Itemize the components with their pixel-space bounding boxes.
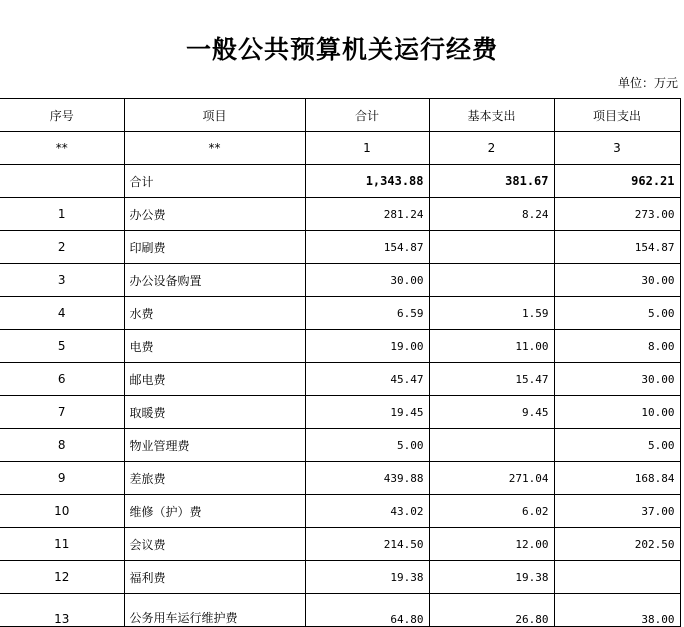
table-row — [0, 264, 680, 297]
basic-cell: 19.38 — [429, 561, 554, 594]
table-row — [0, 429, 680, 462]
table-row — [0, 363, 680, 396]
basic-cell: 8.24 — [429, 198, 554, 231]
total-cell: 439.88 — [305, 462, 429, 495]
total-seq — [0, 165, 124, 198]
table-row — [0, 561, 680, 594]
seq-cell: 8 — [0, 429, 124, 462]
project-cell: 38.00 — [554, 594, 680, 627]
code-row — [0, 132, 680, 165]
project-cell: 202.50 — [554, 528, 680, 561]
project-cell: 8.00 — [554, 330, 680, 363]
item-cell: 会议费 — [124, 528, 305, 561]
total-cell: 43.02 — [305, 495, 429, 528]
header-seq: 序号 — [0, 99, 124, 132]
total-cell: 19.38 — [305, 561, 429, 594]
total-cell: 281.24 — [305, 198, 429, 231]
table-row — [0, 396, 680, 429]
project-cell — [554, 561, 680, 594]
project-cell: 10.00 — [554, 396, 680, 429]
header-project: 项目支出 — [554, 99, 680, 132]
project-cell: 5.00 — [554, 297, 680, 330]
total-row — [0, 165, 680, 198]
seq-cell: 9 — [0, 462, 124, 495]
table-row — [0, 297, 680, 330]
table-row — [0, 594, 680, 627]
item-cell: 办公费 — [124, 198, 305, 231]
item-cell: 印刷费 — [124, 231, 305, 264]
basic-cell: 11.00 — [429, 330, 554, 363]
basic-cell: 15.47 — [429, 363, 554, 396]
total-cell: 19.45 — [305, 396, 429, 429]
total-cell: 154.87 — [305, 231, 429, 264]
seq-cell: 12 — [0, 561, 124, 594]
seq-cell: 7 — [0, 396, 124, 429]
seq-cell: 10 — [0, 495, 124, 528]
header-total: 合计 — [305, 99, 429, 132]
item-cell: 电费 — [124, 330, 305, 363]
table-row — [0, 528, 680, 561]
project-cell: 5.00 — [554, 429, 680, 462]
seq-cell: 11 — [0, 528, 124, 561]
item-cell: 福利费 — [124, 561, 305, 594]
total-cell: 45.47 — [305, 363, 429, 396]
basic-cell: 9.45 — [429, 396, 554, 429]
item-cell: 邮电费 — [124, 363, 305, 396]
header-basic: 基本支出 — [429, 99, 554, 132]
item-cell: 水费 — [124, 297, 305, 330]
basic-cell — [429, 231, 554, 264]
basic-cell: 271.04 — [429, 462, 554, 495]
seq-cell: 4 — [0, 297, 124, 330]
item-cell: 办公设备购置 — [124, 264, 305, 297]
basic-cell: 6.02 — [429, 495, 554, 528]
project-cell: 154.87 — [554, 231, 680, 264]
table-row — [0, 495, 680, 528]
table-row — [0, 462, 680, 495]
total-sum: 1,343.88 — [305, 165, 429, 198]
basic-cell: 26.80 — [429, 594, 554, 627]
item-cell: 公务用车运行维护费 — [124, 594, 305, 627]
header-item: 项目 — [124, 99, 305, 132]
total-cell: 6.59 — [305, 297, 429, 330]
basic-cell: 1.59 — [429, 297, 554, 330]
page-title: 一般公共预算机关运行经费 — [185, 35, 498, 64]
table-row — [0, 330, 680, 363]
item-cell: 物业管理费 — [124, 429, 305, 462]
code-cell: ** — [0, 132, 124, 165]
total-label: 合计 — [124, 165, 305, 198]
total-cell: 64.80 — [305, 594, 429, 627]
total-project: 962.21 — [554, 165, 680, 198]
seq-cell: 2 — [0, 231, 124, 264]
code-cell: ** — [124, 132, 305, 165]
item-cell: 差旅费 — [124, 462, 305, 495]
seq-cell: 3 — [0, 264, 124, 297]
table-row — [0, 198, 680, 231]
project-cell: 37.00 — [554, 495, 680, 528]
basic-cell — [429, 264, 554, 297]
seq-cell: 13 — [0, 594, 124, 627]
code-cell: 3 — [554, 132, 680, 165]
project-cell: 168.84 — [554, 462, 680, 495]
code-cell: 2 — [429, 132, 554, 165]
unit-label: 单位：万元 — [617, 76, 678, 90]
total-cell: 30.00 — [305, 264, 429, 297]
seq-cell: 6 — [0, 363, 124, 396]
total-cell: 5.00 — [305, 429, 429, 462]
total-basic: 381.67 — [429, 165, 554, 198]
total-cell: 19.00 — [305, 330, 429, 363]
seq-cell: 1 — [0, 198, 124, 231]
code-cell: 1 — [305, 132, 429, 165]
item-cell: 维修（护）费 — [124, 495, 305, 528]
project-cell: 273.00 — [554, 198, 680, 231]
header-row — [0, 99, 680, 132]
total-cell: 214.50 — [305, 528, 429, 561]
budget-table — [0, 98, 681, 627]
table-row — [0, 231, 680, 264]
seq-cell: 5 — [0, 330, 124, 363]
project-cell: 30.00 — [554, 264, 680, 297]
item-cell: 取暖费 — [124, 396, 305, 429]
basic-cell: 12.00 — [429, 528, 554, 561]
basic-cell — [429, 429, 554, 462]
project-cell: 30.00 — [554, 363, 680, 396]
